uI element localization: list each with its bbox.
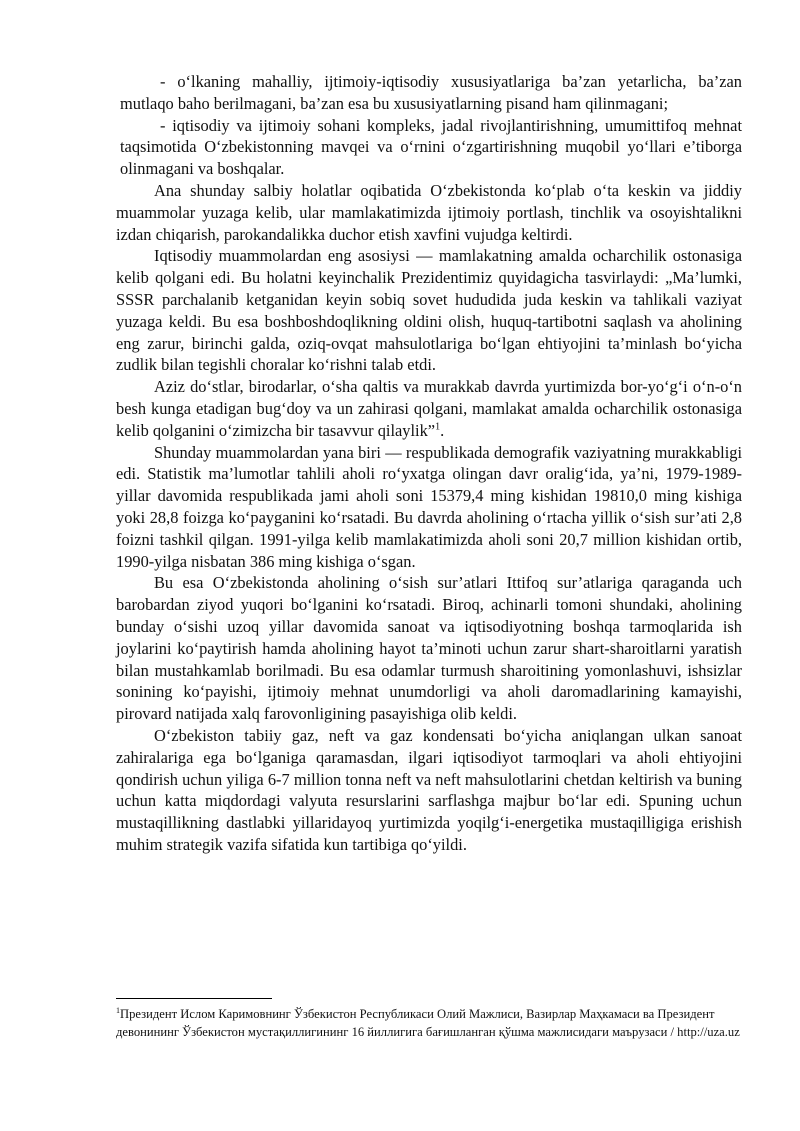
list-item-paragraph: - o‘lkaning mahalliy, ijtimoiy-iqtisodiy xususiyatlariga ba’zan yetarlicha, ba’zan mutlaqo baho berilmagani, ba’zan esa bu xususiyatlarning pisand ham qilinmagani; (120, 72, 742, 113)
document-body (116, 71, 742, 856)
footnote (116, 1005, 742, 1041)
quote-paragraph (116, 376, 742, 441)
body-paragraph: Bu esa O‘zbekistonda aholining o‘sish sur’atlari Ittifoq sur’atlariga qaraganda uch barobardan ziyod yuqori bo‘lganini ko‘rsatadi. Biroq, achinarli tomoni shundaki, aholining bunday o‘sishi uzoq yillar davomida sanoat va iqtisodiyotning boshqa tarmoqlarida ish joylarini ko‘paytirish hamda aholining hayot ta’minoti uchun zarur shart-sharoitlarni yaratish bilan mustahkamlab borilmadi. Bu esa odamlar turmush sharoitining yomonlashuvi, ishsizlar sonining ko‘payishi, ijtimoiy mehnat unumdorligi va aholi daromadlarining kamayishi, pirovard natijada xalq farovonligining pasayishiga olib keldi. (116, 573, 742, 724)
footnote-reference[interactable]: 1 (435, 421, 441, 433)
footnote-text: Президент Ислом Каримовнинг Ўзбекистон Республикаси Олий Мажлиси, Вазирлар Маҳкамаси ва Президент девонининг Ўзбекистон мустақиллигининг 16 йиллигига бағишланган қўшма мажлисидаги маърузаси / http://uza.uz (116, 1007, 740, 1039)
quote-text: Aziz do‘stlar, birodarlar, o‘sha qaltis va murakkab davrda yurtimizda bor-yo‘g‘i o‘n-o‘n besh kunga etadigan bug‘doy va un zahirasi qolgani, mamlakat amalda ocharchilik ostonasiga kelib qolganini o‘zimizcha bir tasavvur qilaylik” (116, 377, 742, 440)
body-paragraph: Ana shunday salbiy holatlar oqibatida O‘zbekistonda ko‘plab o‘ta keskin va jiddiy muammolar yuzaga kelib, ular mamlakatimizda ijtimoiy portlash, tinchlik va osoyishtalikni izdan chiqarish, parokandalikka duchor etish xavfini vujudga keltirdi. (116, 180, 742, 244)
body-paragraph: Shunday muammolardan yana biri — respublikada demografik vaziyatning murakkabligi edi. Statistik ma’lumotlar tahlili aholi ro‘yxatga olingan davr oralig‘ida, ya’ni, 1979-1989-yillar davomida respublikada jami aholi soni 15379,4 ming kishidan 19810,0 ming kishiga yoki 28,8 foizga ko‘payganini ko‘rsatadi. Bu davrda aholining o‘rtacha yillik o‘sish sur’ati 2,8 foizni tashkil qilgan. 1991-yilga kelib mamlakatimizda aholi soni 20,7 million kishidan ortib, 1990-yilga nisbatan 386 ming kishiga o‘sgan. (116, 442, 742, 571)
quote-end-punctuation: . (440, 420, 445, 440)
body-paragraph: Iqtisodiy muammolardan eng asosiysi — mamlakatning amalda ocharchilik ostonasiga kelib qolgani edi. Bu holatni keyinchalik Prezidentimiz quyidagicha tasvirlaydi: „Ma’lumki, SSSR parchalanib ketganidan keyin sobiq sovet hududida juda keskin va tahlikali vaziyat yuzaga keldi. Bu esa boshboshdoqlikning oldini olish, huquq-tartibotni saqlash va aholining eng zarur, birinchi galda, oziq-ovqat mahsulotlariga bo‘lgan ehtiyojini ta’minlash bo‘yicha zudlik bilan tegishli choralar ko‘rishni talab etdi. (116, 246, 742, 375)
footnote-marker: 1 (116, 1005, 120, 1015)
body-paragraph: O‘zbekiston tabiiy gaz, neft va gaz kondensati bo‘yicha aniqlangan ulkan sanoat zahiralariga ega bo‘lganiga qaramasdan, ilgari iqtisodiyot tarmoqlari va aholi ehtiyojini qondirish uchun yiliga 6-7 million tonna neft va neft mahsulotlarini chetdan keltirish va buning uchun katta miqdordagi valyuta resurslarini sarflashga majbur bo‘lar edi. Spuning uchun mustaqillikning dastlabki yillaridayoq yurtimizda yoqilg‘i-energetika mustaqilligiga erishish muhim strategik vazifa sifatida kun tartibiga qo‘yildi. (116, 725, 742, 854)
footnote-separator (116, 998, 272, 999)
list-item-paragraph: - iqtisodiy va ijtimoiy sohani kompleks, jadal rivojlantirishning, umumittifoq mehnat taqsimotida O‘zbekistonning mavqei va o‘rnini o‘zgartirishning muqobil yo‘llari e’tiborga olinmagani va boshqalar. (120, 115, 742, 179)
